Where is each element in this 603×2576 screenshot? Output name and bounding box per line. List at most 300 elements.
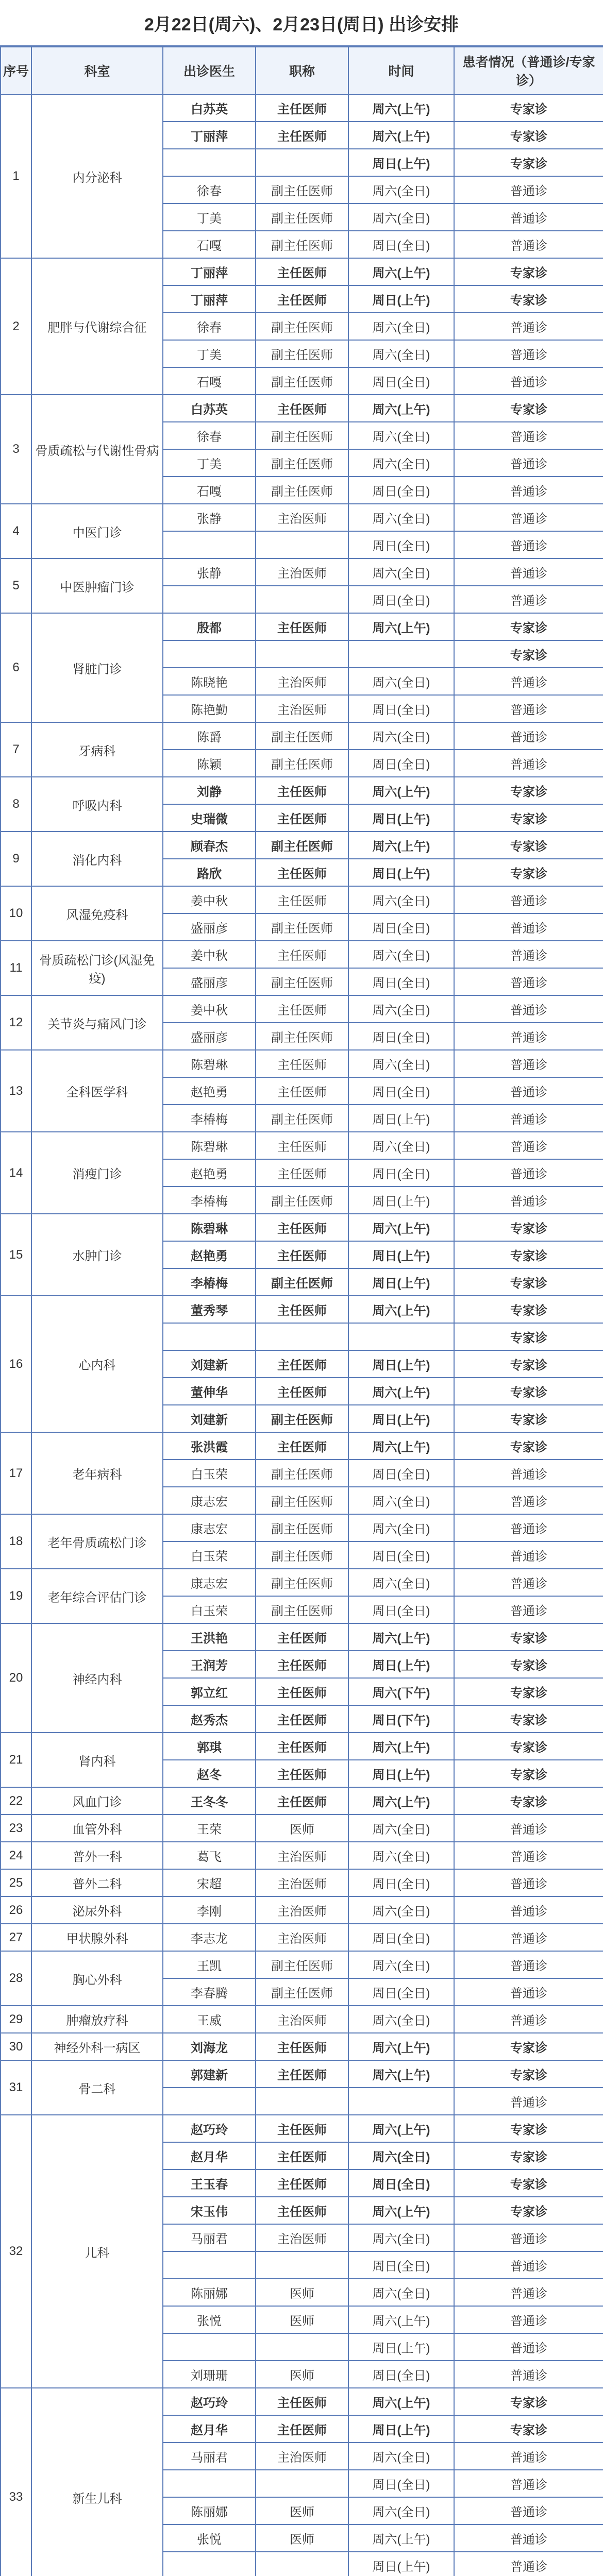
title-cell: 主任医师	[256, 1050, 348, 1077]
type-cell: 普通诊	[454, 2524, 603, 2552]
time-cell: 周日(全日)	[348, 1023, 454, 1050]
type-cell: 普通诊	[454, 1569, 603, 1596]
department-cell: 普外二科	[31, 1869, 163, 1896]
table-row	[1, 1951, 603, 1978]
doctor-cell: 姜中秋	[163, 941, 256, 968]
department-cell: 中医肿瘤门诊	[31, 558, 163, 613]
time-cell	[348, 1323, 454, 1350]
doctor-cell: 路欣	[163, 859, 256, 886]
table-row	[1, 1787, 603, 1815]
doctor-cell: 赵月华	[163, 2415, 256, 2443]
time-cell: 周六(全日)	[348, 313, 454, 340]
doctor-cell: 丁丽萍	[163, 285, 256, 313]
title-cell: 副主任医师	[256, 1405, 348, 1432]
title-cell: 副主任医师	[256, 477, 348, 504]
table-row	[1, 832, 603, 859]
title-cell: 主任医师	[256, 122, 348, 149]
time-cell: 周六(全日)	[348, 1050, 454, 1077]
time-cell: 周日(全日)	[348, 1541, 454, 1569]
table-row	[1, 1050, 603, 1077]
page-title: 2月22日(周六)、2月23日(周日) 出诊安排	[0, 0, 603, 46]
table-row	[1, 613, 603, 640]
department-cell: 中医门诊	[31, 504, 163, 558]
title-cell	[256, 586, 348, 613]
row-number: 7	[1, 722, 31, 777]
title-cell	[256, 2333, 348, 2361]
time-cell: 周日(全日)	[348, 1159, 454, 1187]
table-row	[1, 258, 603, 285]
time-cell: 周六(全日)	[348, 422, 454, 449]
title-cell: 副主任医师	[256, 1105, 348, 1132]
title-cell: 主治医师	[256, 558, 348, 586]
type-cell: 专家诊	[454, 1268, 603, 1296]
type-cell: 普通诊	[454, 1815, 603, 1842]
type-cell: 普通诊	[454, 2333, 603, 2361]
time-cell: 周六(全日)	[348, 204, 454, 231]
title-cell	[256, 2552, 348, 2576]
time-cell: 周日(上午)	[348, 1405, 454, 1432]
title-cell: 副主任医师	[256, 1541, 348, 1569]
title-cell: 主任医师	[256, 285, 348, 313]
time-cell: 周六(上午)	[348, 1378, 454, 1405]
time-cell: 周日(全日)	[348, 1978, 454, 2006]
title-cell: 主治医师	[256, 1896, 348, 1924]
type-cell: 普通诊	[454, 2006, 603, 2033]
row-number: 9	[1, 832, 31, 886]
department-cell: 肾脏门诊	[31, 613, 163, 722]
time-cell: 周六(全日)	[348, 2497, 454, 2524]
doctor-cell: 宋超	[163, 1869, 256, 1896]
time-cell: 周六(上午)	[348, 2033, 454, 2060]
row-number: 2	[1, 258, 31, 395]
title-cell: 主任医师	[256, 2415, 348, 2443]
doctor-cell	[163, 640, 256, 668]
table-row	[1, 1214, 603, 1241]
row-number: 14	[1, 1132, 31, 1214]
time-cell: 周六(上午)	[348, 2197, 454, 2224]
doctor-cell: 陈颖	[163, 750, 256, 777]
title-cell: 副主任医师	[256, 231, 348, 258]
department-cell: 神经内科	[31, 1623, 163, 1733]
doctor-cell: 张悦	[163, 2524, 256, 2552]
department-cell: 骨二科	[31, 2060, 163, 2115]
table-row	[1, 886, 603, 913]
time-cell: 周六(全日)	[348, 1815, 454, 1842]
schedule-body	[1, 94, 603, 2576]
row-number: 22	[1, 1787, 31, 1815]
type-cell: 普通诊	[454, 1077, 603, 1105]
row-number: 27	[1, 1924, 31, 1951]
doctor-cell: 李椿梅	[163, 1187, 256, 1214]
type-cell: 专家诊	[454, 395, 603, 422]
table-row	[1, 94, 603, 122]
table-row	[1, 395, 603, 422]
doctor-cell	[163, 586, 256, 613]
doctor-cell: 刘静	[163, 777, 256, 804]
row-number: 33	[1, 2388, 31, 2576]
doctor-cell: 丁丽萍	[163, 258, 256, 285]
time-cell: 周六(上午)	[348, 2388, 454, 2415]
doctor-cell	[163, 2552, 256, 2576]
department-cell: 甲状腺外科	[31, 1924, 163, 1951]
row-number: 20	[1, 1623, 31, 1733]
time-cell: 周六(全日)	[348, 2006, 454, 2033]
type-cell: 普通诊	[454, 913, 603, 941]
doctor-cell: 姜中秋	[163, 886, 256, 913]
type-cell: 专家诊	[454, 149, 603, 176]
time-cell: 周日(上午)	[348, 2333, 454, 2361]
time-cell: 周六(全日)	[348, 722, 454, 750]
title-cell: 副主任医师	[256, 968, 348, 995]
time-cell: 周六(全日)	[348, 2142, 454, 2170]
type-cell: 普通诊	[454, 2088, 603, 2115]
row-number: 15	[1, 1214, 31, 1296]
time-cell: 周六(上午)	[348, 613, 454, 640]
table-row	[1, 1623, 603, 1651]
type-cell: 普通诊	[454, 2552, 603, 2576]
type-cell: 普通诊	[454, 722, 603, 750]
title-cell: 主任医师	[256, 2060, 348, 2088]
time-cell: 周六(全日)	[348, 1487, 454, 1514]
time-cell: 周六(全日)	[348, 668, 454, 695]
type-cell: 普通诊	[454, 531, 603, 558]
doctor-cell: 王荣	[163, 1815, 256, 1842]
type-cell: 普通诊	[454, 995, 603, 1023]
time-cell: 周六(全日)	[348, 1514, 454, 1541]
department-cell: 儿科	[31, 2115, 163, 2388]
table-row	[1, 2060, 603, 2088]
doctor-cell	[163, 2470, 256, 2497]
time-cell: 周日(上午)	[348, 1268, 454, 1296]
type-cell: 专家诊	[454, 258, 603, 285]
type-cell: 普通诊	[454, 1187, 603, 1214]
row-number: 8	[1, 777, 31, 832]
time-cell: 周日(全日)	[348, 968, 454, 995]
title-cell: 副主任医师	[256, 1569, 348, 1596]
type-cell: 专家诊	[454, 1323, 603, 1350]
doctor-cell: 陈晓艳	[163, 668, 256, 695]
type-cell: 专家诊	[454, 1678, 603, 1705]
type-cell: 普通诊	[454, 504, 603, 531]
doctor-cell: 赵冬	[163, 1760, 256, 1787]
doctor-cell	[163, 531, 256, 558]
time-cell: 周六(下午)	[348, 1678, 454, 1705]
type-cell: 普通诊	[454, 449, 603, 477]
table-row	[1, 941, 603, 968]
title-cell: 副主任医师	[256, 913, 348, 941]
title-cell: 副主任医师	[256, 367, 348, 395]
type-cell: 普通诊	[454, 1869, 603, 1896]
type-cell: 专家诊	[454, 2170, 603, 2197]
department-cell: 肿瘤放疗科	[31, 2006, 163, 2033]
title-cell: 副主任医师	[256, 449, 348, 477]
title-cell: 主任医师	[256, 1378, 348, 1405]
title-cell: 副主任医师	[256, 340, 348, 367]
doctor-cell: 张静	[163, 558, 256, 586]
row-number: 18	[1, 1514, 31, 1569]
type-cell: 专家诊	[454, 1787, 603, 1815]
type-cell: 普通诊	[454, 2279, 603, 2306]
table-row	[1, 777, 603, 804]
time-cell: 周日(全日)	[348, 1924, 454, 1951]
department-cell: 关节炎与痛风门诊	[31, 995, 163, 1050]
time-cell: 周日(全日)	[348, 1460, 454, 1487]
row-number: 23	[1, 1815, 31, 1842]
type-cell: 普通诊	[454, 2443, 603, 2470]
time-cell: 周六(上午)	[348, 258, 454, 285]
doctor-cell: 陈碧琳	[163, 1132, 256, 1159]
doctor-cell: 白玉荣	[163, 1460, 256, 1487]
time-cell: 周六(上午)	[348, 2524, 454, 2552]
type-cell: 专家诊	[454, 640, 603, 668]
time-cell: 周六(上午)	[348, 832, 454, 859]
doctor-cell: 丁美	[163, 204, 256, 231]
title-cell: 主任医师	[256, 1077, 348, 1105]
type-cell: 专家诊	[454, 2415, 603, 2443]
time-cell: 周六(上午)	[348, 1214, 454, 1241]
time-cell: 周六(上午)	[348, 2306, 454, 2333]
doctor-cell: 白苏英	[163, 395, 256, 422]
time-cell: 周六(上午)	[348, 2115, 454, 2142]
type-cell: 专家诊	[454, 1241, 603, 1268]
department-cell: 肥胖与代谢综合征	[31, 258, 163, 395]
doctor-cell: 盛丽彦	[163, 1023, 256, 1050]
doctor-cell: 徐春	[163, 313, 256, 340]
doctor-cell: 马丽君	[163, 2224, 256, 2251]
title-cell: 副主任医师	[256, 1487, 348, 1514]
doctor-cell: 康志宏	[163, 1569, 256, 1596]
time-cell: 周日(全日)	[348, 2470, 454, 2497]
row-number: 10	[1, 886, 31, 941]
title-cell: 副主任医师	[256, 176, 348, 204]
title-cell: 副主任医师	[256, 204, 348, 231]
time-cell: 周日(全日)	[348, 2361, 454, 2388]
doctor-cell: 丁美	[163, 449, 256, 477]
type-cell: 普通诊	[454, 1951, 603, 1978]
department-cell: 骨质疏松门诊(风湿免疫)	[31, 941, 163, 995]
doctor-cell: 王玉春	[163, 2170, 256, 2197]
doctor-cell: 刘珊珊	[163, 2361, 256, 2388]
title-cell: 主任医师	[256, 859, 348, 886]
doctor-cell: 赵巧玲	[163, 2115, 256, 2142]
table-row	[1, 1514, 603, 1541]
row-number: 11	[1, 941, 31, 995]
time-cell: 周六(全日)	[348, 1896, 454, 1924]
time-cell: 周日(上午)	[348, 1105, 454, 1132]
doctor-cell: 张悦	[163, 2306, 256, 2333]
time-cell: 周六(上午)	[348, 395, 454, 422]
doctor-cell: 盛丽彦	[163, 913, 256, 941]
title-cell: 主任医师	[256, 886, 348, 913]
title-cell: 主任医师	[256, 1760, 348, 1787]
type-cell: 普通诊	[454, 1896, 603, 1924]
row-number: 13	[1, 1050, 31, 1132]
doctor-cell: 董秀琴	[163, 1296, 256, 1323]
time-cell: 周六(上午)	[348, 1733, 454, 1760]
table-row	[1, 1924, 603, 1951]
department-cell: 骨质疏松与代谢性骨病	[31, 395, 163, 504]
doctor-cell	[163, 1323, 256, 1350]
row-number: 24	[1, 1842, 31, 1869]
type-cell: 普通诊	[454, 1023, 603, 1050]
row-number: 31	[1, 2060, 31, 2115]
title-cell: 副主任医师	[256, 313, 348, 340]
type-cell: 普通诊	[454, 313, 603, 340]
type-cell: 普通诊	[454, 941, 603, 968]
department-cell: 水肿门诊	[31, 1214, 163, 1296]
time-cell: 周六(全日)	[348, 504, 454, 531]
title-cell: 主任医师	[256, 1132, 348, 1159]
row-number: 25	[1, 1869, 31, 1896]
doctor-cell: 盛丽彦	[163, 968, 256, 995]
row-number: 30	[1, 2033, 31, 2060]
time-cell: 周六(全日)	[348, 449, 454, 477]
time-cell: 周日(全日)	[348, 1077, 454, 1105]
type-cell: 普通诊	[454, 1105, 603, 1132]
row-number: 1	[1, 94, 31, 258]
doctor-cell: 王洪艳	[163, 1623, 256, 1651]
doctor-cell	[163, 2333, 256, 2361]
doctor-cell: 石嘎	[163, 367, 256, 395]
type-cell: 专家诊	[454, 1623, 603, 1651]
type-cell: 专家诊	[454, 122, 603, 149]
time-cell: 周日(全日)	[348, 1869, 454, 1896]
doctor-cell: 陈爵	[163, 722, 256, 750]
doctor-cell: 李春腾	[163, 1978, 256, 2006]
time-cell: 周日(全日)	[348, 531, 454, 558]
type-cell: 专家诊	[454, 1296, 603, 1323]
doctor-cell: 赵秀杰	[163, 1705, 256, 1733]
department-cell: 呼吸内科	[31, 777, 163, 832]
time-cell: 周六(全日)	[348, 1951, 454, 1978]
title-cell: 副主任医师	[256, 1951, 348, 1978]
title-cell: 副主任医师	[256, 722, 348, 750]
doctor-cell	[163, 149, 256, 176]
time-cell: 周日(上午)	[348, 1350, 454, 1378]
table-row	[1, 2388, 603, 2415]
time-cell: 周日(全日)	[348, 586, 454, 613]
type-cell: 专家诊	[454, 1705, 603, 1733]
time-cell: 周六(全日)	[348, 995, 454, 1023]
department-cell: 泌尿外科	[31, 1896, 163, 1924]
type-cell: 普通诊	[454, 1159, 603, 1187]
doctor-cell: 史瑞微	[163, 804, 256, 832]
type-cell: 普通诊	[454, 1514, 603, 1541]
type-cell: 专家诊	[454, 2142, 603, 2170]
doctor-cell: 李椿梅	[163, 1105, 256, 1132]
type-cell: 普通诊	[454, 2224, 603, 2251]
title-cell: 主任医师	[256, 1350, 348, 1378]
department-cell: 内分泌科	[31, 94, 163, 258]
title-cell: 副主任医师	[256, 1596, 348, 1623]
table-row	[1, 995, 603, 1023]
type-cell: 普通诊	[454, 1596, 603, 1623]
doctor-cell: 白玉荣	[163, 1596, 256, 1623]
type-cell: 普通诊	[454, 1460, 603, 1487]
type-cell: 普通诊	[454, 2361, 603, 2388]
time-cell: 周六(全日)	[348, 2224, 454, 2251]
type-cell: 普通诊	[454, 367, 603, 395]
title-cell: 医师	[256, 1815, 348, 1842]
title-cell: 副主任医师	[256, 1514, 348, 1541]
header-dept: 科室	[31, 47, 163, 94]
doctor-cell: 顾春杰	[163, 832, 256, 859]
time-cell: 周六(上午)	[348, 1432, 454, 1460]
doctor-cell: 赵艳勇	[163, 1241, 256, 1268]
time-cell: 周日(上午)	[348, 2552, 454, 2576]
time-cell: 周六(全日)	[348, 941, 454, 968]
time-cell: 周日(全日)	[348, 1596, 454, 1623]
title-cell: 医师	[256, 2524, 348, 2552]
doctor-cell: 徐春	[163, 176, 256, 204]
row-number: 19	[1, 1569, 31, 1623]
doctor-cell: 赵巧玲	[163, 2388, 256, 2415]
time-cell: 周六(全日)	[348, 2443, 454, 2470]
type-cell: 专家诊	[454, 2115, 603, 2142]
title-cell: 副主任医师	[256, 1268, 348, 1296]
row-number: 29	[1, 2006, 31, 2033]
title-cell	[256, 2251, 348, 2279]
time-cell: 周六(全日)	[348, 1842, 454, 1869]
type-cell: 普通诊	[454, 176, 603, 204]
table-row	[1, 1296, 603, 1323]
title-cell: 副主任医师	[256, 1978, 348, 2006]
type-cell: 专家诊	[454, 1651, 603, 1678]
department-cell: 消瘦门诊	[31, 1132, 163, 1214]
row-number: 32	[1, 2115, 31, 2388]
time-cell: 周日(全日)	[348, 2170, 454, 2197]
table-row	[1, 558, 603, 586]
title-cell: 医师	[256, 2306, 348, 2333]
type-cell: 普通诊	[454, 1541, 603, 1569]
title-cell: 主任医师	[256, 1296, 348, 1323]
time-cell: 周日(上午)	[348, 804, 454, 832]
type-cell: 普通诊	[454, 695, 603, 722]
table-row	[1, 1896, 603, 1924]
doctor-cell: 王冬冬	[163, 1787, 256, 1815]
doctor-cell: 郭琪	[163, 1733, 256, 1760]
table-row	[1, 1733, 603, 1760]
time-cell: 周日(全日)	[348, 695, 454, 722]
title-cell: 主任医师	[256, 613, 348, 640]
title-cell: 主任医师	[256, 2388, 348, 2415]
row-number: 3	[1, 395, 31, 504]
type-cell: 普通诊	[454, 886, 603, 913]
type-cell: 专家诊	[454, 285, 603, 313]
title-cell: 主治医师	[256, 695, 348, 722]
type-cell: 专家诊	[454, 1733, 603, 1760]
department-cell: 风湿免疫科	[31, 886, 163, 941]
type-cell: 专家诊	[454, 1432, 603, 1460]
doctor-cell: 马丽君	[163, 2443, 256, 2470]
doctor-cell: 白玉荣	[163, 1541, 256, 1569]
time-cell: 周日(上午)	[348, 1760, 454, 1787]
title-cell: 副主任医师	[256, 832, 348, 859]
department-cell: 老年综合评估门诊	[31, 1569, 163, 1623]
time-cell: 周六(上午)	[348, 122, 454, 149]
title-cell: 主治医师	[256, 2006, 348, 2033]
time-cell: 周日(全日)	[348, 2251, 454, 2279]
title-cell: 主治医师	[256, 668, 348, 695]
type-cell: 普通诊	[454, 422, 603, 449]
time-cell: 周六(全日)	[348, 886, 454, 913]
department-cell: 牙病科	[31, 722, 163, 777]
type-cell: 专家诊	[454, 94, 603, 122]
type-cell: 专家诊	[454, 832, 603, 859]
type-cell: 专家诊	[454, 2388, 603, 2415]
type-cell: 普通诊	[454, 968, 603, 995]
department-cell: 普外一科	[31, 1842, 163, 1869]
